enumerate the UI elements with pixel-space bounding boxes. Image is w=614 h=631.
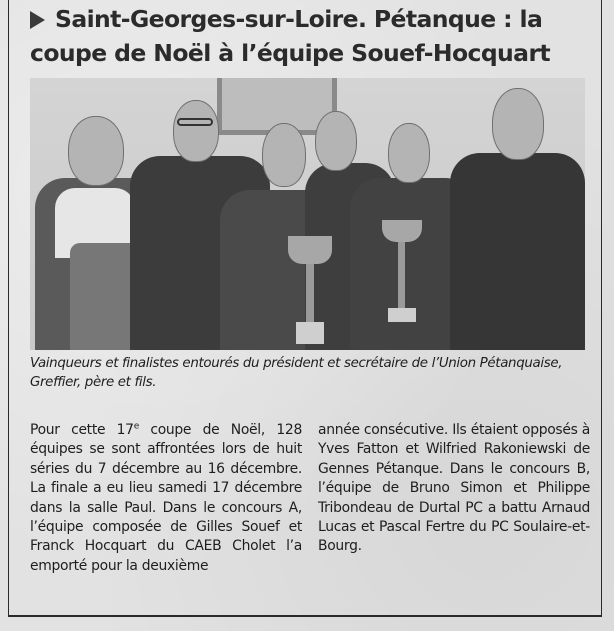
photo-caption: Vainqueurs et finalistes entourés du président et secrétaire de l’Union Pétanquaise, Greffier, père et fils. [30, 356, 563, 390]
body-text-start: Pour cette 17 [30, 422, 134, 438]
trophy-1 [288, 236, 332, 346]
body-text-rest: coupe de Noël, 128 équipes se sont affrontées lors de huit séries du 7 décembre au 16 décembre. La finale a eu lieu samedi 17 décembre dans la salle Paul. Dans le concours A, l’équipe composée de Gilles Souef et Franck Hocquart du CAEB Cholet l’a emporté pour la deuxième [30, 422, 302, 574]
ordinal-superscript: e [133, 421, 139, 432]
trophy-2 [382, 220, 422, 325]
right-triangle-arrow-icon [30, 11, 45, 29]
body-column-right [318, 421, 590, 557]
headline-line-2: coupe de Noël à l’équipe Souef-Hocquart [30, 39, 551, 67]
body-column-left [30, 421, 302, 576]
body-paragraph-right: année consécutive. Ils étaient opposés à Yves Fatton et Wilfried Rakoniewski de Gennes Pétanque. Dans le concours B, l’équipe de Bruno Simon et Philippe Tribondeau de Durtal PC a battu Arnaud Lucas et Pascal Fertre du PC Soulaire-et-Bourg. [318, 422, 590, 555]
article-photo [30, 78, 585, 350]
person-6 [450, 88, 585, 350]
body-paragraph-left [30, 421, 302, 576]
article-headline [30, 2, 590, 70]
glasses-icon [177, 118, 213, 126]
headline-line-1: Saint-Georges-sur-Loire. Pétanque : la [55, 5, 543, 33]
